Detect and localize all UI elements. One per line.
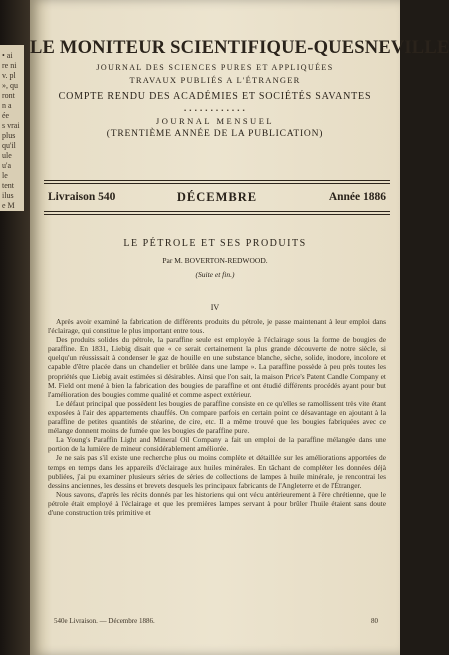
prev-page-fragment: v. pl — [2, 71, 16, 80]
prev-page-fragment: », qu — [2, 81, 18, 90]
paragraph: Nous savons, d'après les récits donnés par les historiens qui ont vécu antérieurement à l'ère chrétienne, que le pétrole était employé à l'éclairage et que les premières lampes servant à pour brûler l'huile étaient sans doute d'une construction très primitive et — [48, 489, 386, 517]
prev-page-fragment: le — [2, 171, 8, 180]
article-body — [48, 317, 386, 517]
issue-bar — [44, 188, 390, 208]
paragraph: Le défaut principal que possèdent les bougies de paraffine consiste en ce qu'elles se ramollissent très vite étant exposées à l'air des appartements chauffés. On compare parfois en certain point ce désavantage en ajoutant à la paraffine de petites quantités de stéarine, de cire, etc. Il a même trouvé que les bougies fabriquées avec ce mélange donnent moins de fumée que les bougies de paraffine pure. — [48, 398, 386, 436]
prev-page-fragment: ilus — [2, 191, 14, 200]
prev-page-fragment: plus — [2, 131, 16, 140]
section-number: IV — [210, 303, 220, 312]
masthead-illegible-line: ▪ ▪ ▪ ▪ ▪ ▪ ▪ ▪ ▪ ▪ ▪ ▪ — [184, 108, 246, 114]
footer-page-number: 80 — [371, 617, 378, 625]
masthead-line-year: (TRENTIÈME ANNÉE DE LA PUBLICATION) — [106, 129, 324, 139]
page-footer — [48, 617, 386, 629]
paragraph: Je ne sais pas s'il existe une recherche plus ou moins complète et détaillée sur les améliorations apportées de temps en temps dans les appareils d'éclairage aux huiles minérales. En tâchant de compléter les données déjà publiées, j'ai pu examiner plusieurs séries de séries de collections de lampes à huile minérale, je rencontrai les dessins anciennes, les dessins et brevets desquels les principaux fabricants de l'Angleterre et de l'Étranger. — [48, 453, 386, 490]
rule-top — [44, 180, 390, 181]
previous-page-edge — [0, 45, 24, 211]
prev-page-fragment: e M — [2, 201, 15, 210]
masthead — [30, 38, 449, 139]
rule-top-thin — [44, 183, 390, 184]
prev-page-fragment: ule — [2, 151, 12, 160]
rule-bottom — [44, 211, 390, 212]
issue-livraison: Livraison 540 — [48, 191, 116, 203]
journal-subtitle: JOURNAL DES SCIENCES PURES ET APPLIQUÉES — [96, 63, 334, 72]
prev-page-fragment: • ai — [2, 51, 13, 60]
article-author: Par M. BOVERTON-REDWOOD. — [162, 256, 268, 265]
article-title: LE PÉTROLE ET SES PRODUITS — [123, 238, 307, 249]
prev-page-fragment: s vrai — [2, 121, 20, 130]
paragraph: Après avoir examiné la fabrication de différents produits du pétrole, je passe maintenant à leur emploi dans l'éclairage, qui constitue le plus important entre tous. — [48, 317, 386, 336]
masthead-line-foreign-works: TRAVAUX PUBLIÉS A L'ÉTRANGER — [129, 75, 301, 85]
issue-month: DÉCEMBRE — [176, 190, 258, 204]
prev-page-fragment: ée — [2, 111, 10, 120]
issue-year: Année 1886 — [328, 191, 386, 203]
prev-page-fragment: qu'il — [2, 141, 16, 150]
prev-page-fragment: tent — [2, 181, 14, 190]
masthead-line-academies: COMPTE RENDU DES ACADÉMIES ET SOCIÉTÉS SAVANTES — [58, 91, 372, 102]
prev-page-fragment: re ni — [2, 61, 17, 70]
prev-page-fragment: n a — [2, 101, 12, 110]
paragraph: La Young's Paraffin Light and Mineral Oil Company a fait un emploi de la paraffine mélangée dans une portion de la lumière de mineur considérablement améliorée. — [48, 435, 386, 454]
article-continuation-note: (Suite et fin.) — [195, 270, 235, 279]
paragraph: Des produits solides du pétrole, la paraffine seule est employée à l'éclairage sous la forme de bougies de paraffine. En 1831, Liebig disait que « ce serait certainement la plus grande découverte de notre siècle, si quelqu'un réussissait à condenser le gaz de houille en une substance blanche, sèche, solide, inodore, incolore et capable d'être placée dans un chandelier et brûlée dans une lampe ». La paraffine possède à peu près toutes les propriétés que Liebig avait estimées si désirables. Ainsi que l'on sait, la maison Price's Patent Candle Company et M. Field ont mené à bien la fabrication des bougies de paraffine et ont étudié différents procédés ayant pour but l'amélioration des bougies comme qualité et comme aspect extérieur. — [48, 335, 386, 399]
masthead-line-monthly: JOURNAL MENSUEL — [155, 116, 275, 126]
rule-bottom-thin — [44, 214, 390, 215]
footer-issue-label: 540e Livraison. — Décembre 1886. — [54, 617, 155, 625]
prev-page-fragment: ront — [2, 91, 15, 100]
journal-title: LE MONITEUR SCIENTIFIQUE-QUESNEVILLE — [30, 38, 449, 58]
prev-page-fragment: u'a — [2, 161, 11, 170]
journal-page — [30, 0, 449, 655]
